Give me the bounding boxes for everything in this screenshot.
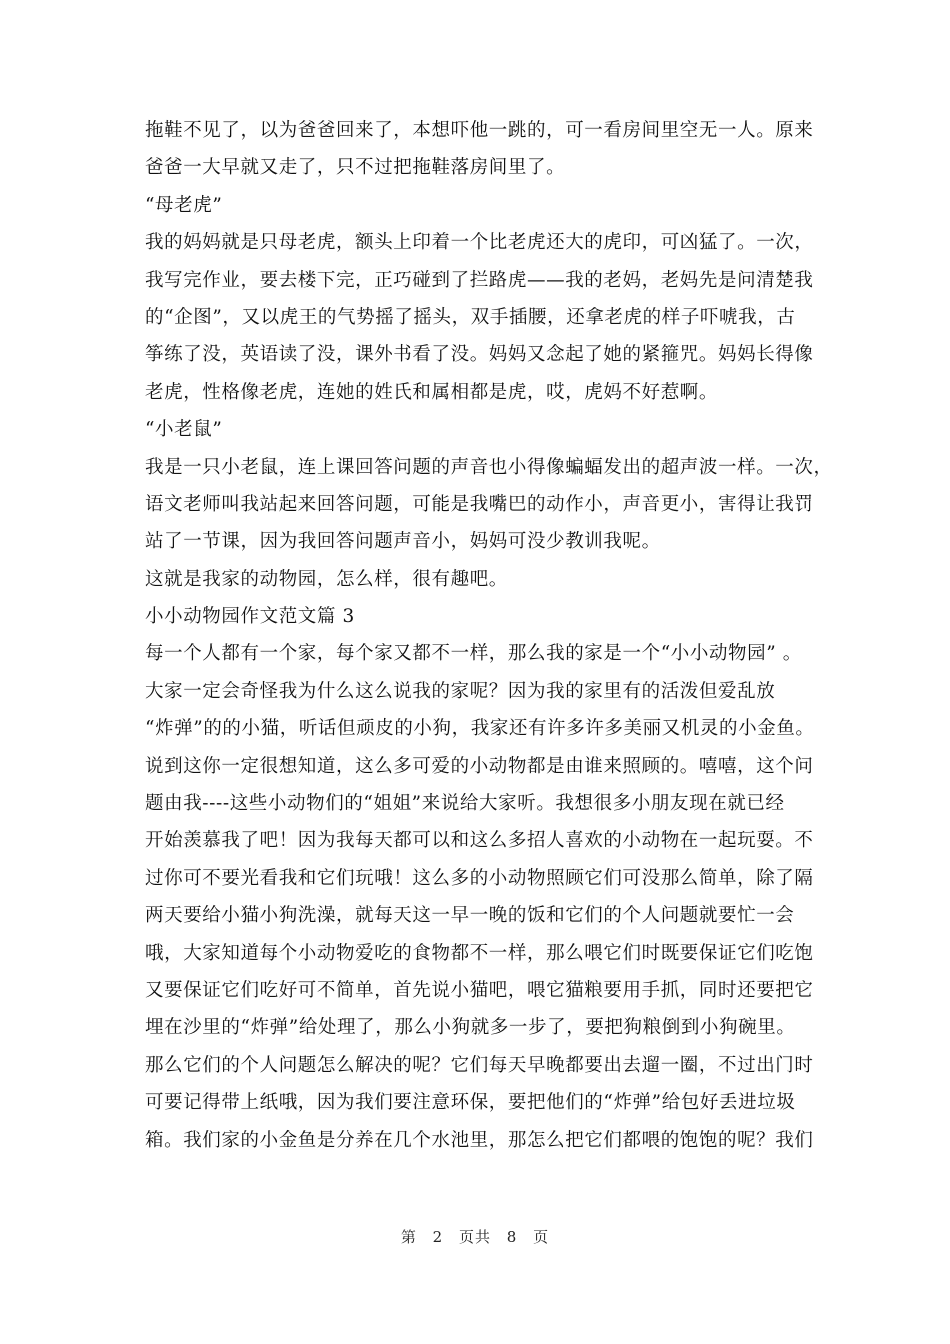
section-heading: “母老虎” [145,194,223,216]
text-line: 我是一只小老鼠，连上课回答问题的声音也小得像蝙蝠发出的超声波一样。一次， [145,456,833,478]
body-text [145,112,833,1159]
text-line: 大家一定会奇怪我为什么这么说我的家呢？因为我的家里有的活泼但爱乱放 [145,680,776,702]
text-line: 埋在沙里的“炸弹”给处理了，那么小狗就多一步了，要把狗粮倒到小狗碗里。 [145,1017,796,1039]
section-heading: “小老鼠” [145,419,223,441]
text-line: 开始羡慕我了吧！因为我每天都可以和这么多招人喜欢的小动物在一起玩耍。不 [145,830,814,852]
text-line: 的“企图”，又以虎王的气势摇了摇头，双手插腰，还拿老虎的样子吓唬我，古 [145,306,796,328]
text-line: 我的妈妈就是只母老虎，额头上印着一个比老虎还大的虎印，可凶猛了。一次， [145,232,814,254]
text-line: “炸弹”的的小猫，听话但顽皮的小狗，我家还有许多许多美丽又机灵的小金鱼。 [145,718,815,740]
text-line: 过你可不要光看我和它们玩哦！这么多的小动物照顾它们可没那么简单，除了隔 [145,867,814,889]
text-line: 筝练了没，英语读了没，课外书看了没。妈妈又念起了她的紧箍咒。妈妈长得像 [145,344,814,366]
text-line: 老虎，性格像老虎，连她的姓氏和属相都是虎，哎，虎妈不好惹啊。 [145,381,719,403]
text-line: 题由我----这些小动物们的“姐姐”来说给大家听。我想很多小朋友现在就已经 [145,793,785,815]
text-line: 那么它们的个人问题怎么解决的呢？它们每天早晚都要出去遛一圈，不过出门时 [145,1054,814,1076]
text-line: 我写完作业，要去楼下完，正巧碰到了拦路虎——我的老妈，老妈先是问清楚我 [145,269,814,291]
text-line: 箱。我们家的小金鱼是分养在几个水池里，那怎么把它们都喂的饱饱的呢？我们 [145,1129,814,1151]
text-line: 说到这你一定很想知道，这么多可爱的小动物都是由谁来照顾的。嘻嘻，这个问 [145,755,814,777]
text-line: 哦，大家知道每个小动物爱吃的食物都不一样，那么喂它们时既要保证它们吃饱 [145,942,814,964]
text-line: 又要保证它们吃好可不简单，首先说小猫吧，喂它猫粮要用手抓，同时还要把它 [145,979,814,1001]
text-line: 两天要给小猫小狗洗澡，就每天这一早一晚的饭和它们的个人问题就要忙一会 [145,905,795,927]
text-line: 可要记得带上纸哦，因为我们要注意环保，要把他们的“炸弹”给包好丢进垃圾 [145,1092,796,1114]
page-footer: 第 2 页共 8 页 [400,1228,550,1246]
text-line: 站了一节课，因为我回答问题声音小，妈妈可没少教训我呢。 [145,531,661,553]
text-line: 语文老师叫我站起来回答问题，可能是我嘴巴的动作小，声音更小，害得让我罚 [145,493,814,515]
text-line: 拖鞋不见了，以为爸爸回来了，本想吓他一跳的，可一看房间里空无一人。原来 [145,120,814,141]
text-line: 这就是我家的动物园，怎么样，很有趣吧。 [145,568,508,590]
article-title: 小小动物园作文范文篇 3 [145,606,355,628]
text-line: 每一个人都有一个家，每个家又都不一样，那么我的家是一个“小小动物园” 。 [145,643,802,665]
text-line: 爸爸一大早就又走了，只不过把拖鞋落房间里了。 [145,157,566,179]
